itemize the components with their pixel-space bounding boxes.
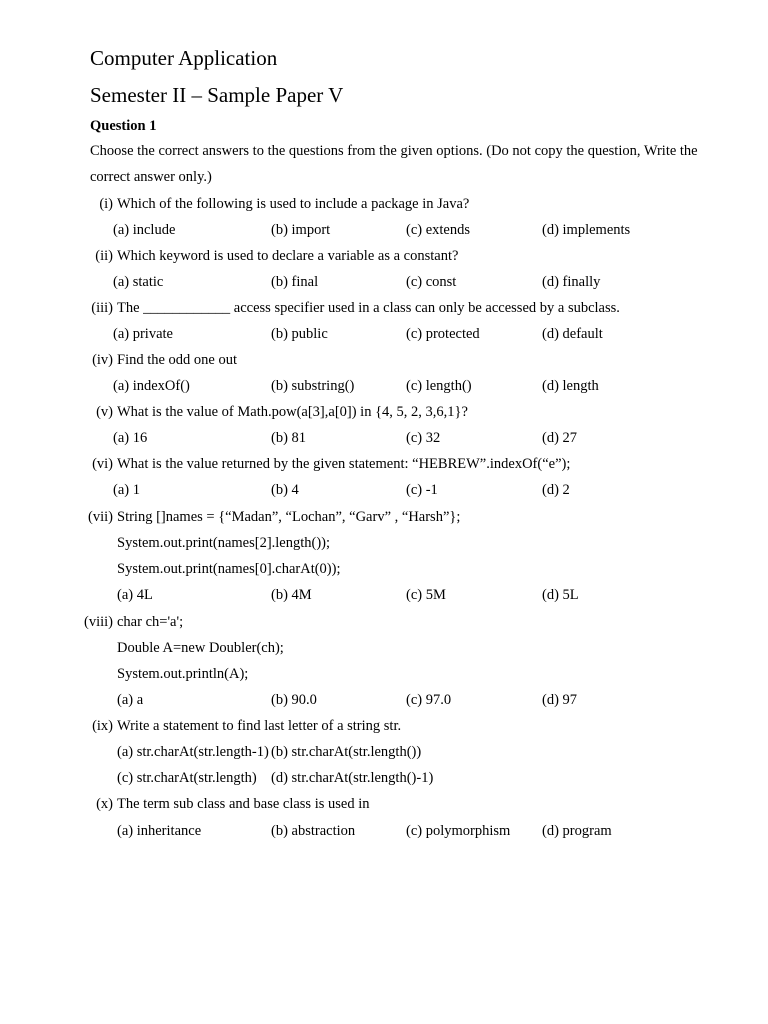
option-c: (c) -1 (406, 482, 438, 498)
item-number: (iv) (92, 352, 113, 368)
option-b: (b) 90.0 (271, 692, 317, 708)
option-d: (d) implements (542, 222, 631, 238)
item-question: String []names = {“Madan”, “Lochan”, “Garv” , “Harsh”}; (117, 509, 461, 525)
option-a: (a) include (113, 222, 176, 238)
item-number: (ix) (92, 718, 113, 734)
item-question: The term sub class and base class is used in (117, 796, 370, 812)
option-b: (b) 81 (271, 430, 307, 446)
item-question: What is the value of Math.pow(a[3],a[0]) in {4, 5, 2, 3,6,1}? (117, 404, 468, 420)
option-a: (a) 4L (117, 587, 153, 603)
instructions-line-1: Choose the correct answers to the questions from the given options. (Do not copy the question, Write the (90, 143, 698, 159)
page-subtitle: Semester II – Sample Paper V (90, 83, 344, 107)
option-d: (d) 27 (542, 430, 578, 446)
code-line: System.out.println(A); (117, 666, 249, 682)
option-a: (a) a (117, 692, 144, 708)
question-heading: Question 1 (90, 118, 157, 134)
option-c: (c) 32 (406, 430, 441, 446)
option-b: (b) substring() (271, 378, 355, 394)
option-a: (a) 16 (113, 430, 148, 446)
option-d: (d) 2 (542, 482, 570, 498)
option-d: (d) finally (542, 274, 601, 290)
option-c: (c) 5M (406, 587, 446, 603)
item-question: char ch='a'; (117, 614, 184, 630)
option-a: (a) static (113, 274, 164, 290)
option-c: (c) extends (406, 222, 471, 238)
option-c: (c) protected (406, 326, 480, 342)
instructions-line-2: correct answer only.) (90, 169, 212, 185)
option-d: (d) 5L (542, 587, 579, 603)
option-a: (a) 1 (113, 482, 140, 498)
item-number: (i) (99, 196, 113, 212)
item-question: Which keyword is used to declare a variable as a constant? (117, 248, 459, 264)
item-question: What is the value returned by the given statement: “HEBREW”.indexOf(“e”); (117, 456, 571, 472)
option-a: (a) inheritance (117, 823, 202, 839)
item-question: Write a statement to find last letter of a string str. (117, 718, 402, 734)
option-a: (a) private (113, 326, 173, 342)
option-d: (d) default (542, 326, 603, 342)
code-line: System.out.print(names[2].length()); (117, 535, 331, 551)
option-b: (b) 4 (271, 482, 299, 498)
item-number: (vi) (92, 456, 113, 472)
option-c: (c) polymorphism (406, 823, 511, 839)
option-c: (c) str.charAt(str.length) (117, 770, 257, 786)
item-question: The ____________ access specifier used in a class can only be accessed by a subclass. (117, 300, 620, 316)
item-number: (v) (96, 404, 113, 420)
option-b: (b) import (271, 222, 331, 238)
option-c: (c) const (406, 274, 457, 290)
item-number: (iii) (91, 300, 113, 316)
option-b: (b) public (271, 326, 328, 342)
option-a: (a) indexOf() (113, 378, 190, 394)
option-a: (a) str.charAt(str.length-1) (117, 744, 269, 760)
item-number: (vii) (88, 509, 113, 525)
item-number: (x) (96, 796, 113, 812)
item-number: (viii) (84, 614, 113, 630)
option-b: (b) abstraction (271, 823, 356, 839)
option-d: (d) 97 (542, 692, 578, 708)
item-question: Find the odd one out (117, 352, 238, 368)
item-number: (ii) (95, 248, 113, 264)
option-d: (d) length (542, 378, 599, 394)
option-c: (c) 97.0 (406, 692, 452, 708)
page-title: Computer Application (90, 46, 278, 70)
option-d: (d) program (542, 823, 612, 839)
option-b: (b) str.charAt(str.length()) (271, 744, 422, 760)
item-question: Which of the following is used to include a package in Java? (117, 196, 470, 212)
code-line: Double A=new Doubler(ch); (117, 640, 284, 656)
option-b: (b) final (271, 274, 319, 290)
option-d: (d) str.charAt(str.length()-1) (271, 770, 434, 786)
option-c: (c) length() (406, 378, 472, 394)
option-b: (b) 4M (271, 587, 312, 603)
code-line: System.out.print(names[0].charAt(0)); (117, 561, 341, 577)
